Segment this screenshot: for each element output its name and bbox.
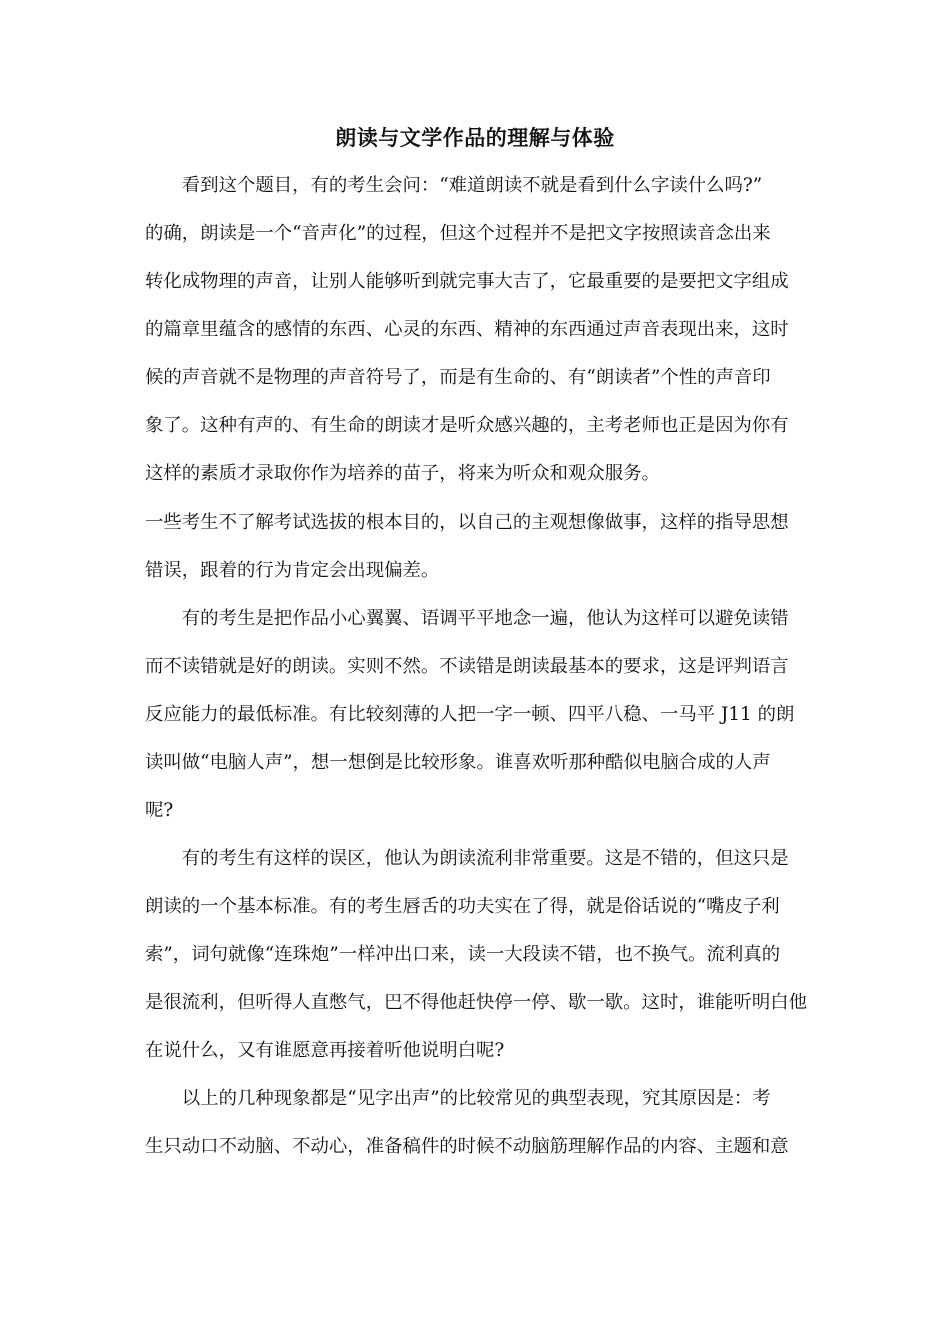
text-line: 以上的几种现象都是“见字出声”的比较常见的典型表现，究其原因是：考 [145,1088,771,1109]
text-line: 的确，朗读是一个“音声化”的过程，但这个过程并不是把文字按照读音念出来 [145,223,771,244]
text-line: 这样的素质才录取你作为培养的苗子，将来为听众和观众服务。 [145,463,660,484]
text-line: 有的考生有这样的误区，他认为朗读流利非常重要。这是不错的，但这只是 [145,848,789,869]
text-line: 索”，词句就像“连珠炮”一样冲出口来，读一大段读不错，也不换气。流利真的 [145,944,781,965]
text-line: 一些考生不了解考试选拔的根本目的，以自己的主观想像做事，这样的指导思想 [145,512,789,533]
text-line: 有的考生是把作品小心翼翼、语调平平地念一遍，他认为这样可以避免读错 [145,608,789,629]
document-title: 朗读与文学作品的理解与体验 [335,126,615,150]
text-line: 转化成物理的声音，让别人能够听到就完事大吉了，它最重要的是要把文字组成 [145,271,789,292]
text-line: 朗读的一个基本标准。有的考生唇舌的功夫实在了得，就是俗话说的“嘴皮子利 [145,896,780,917]
text-line: 象了。这种有声的、有生命的朗读才是听众感兴趣的，主考老师也正是因为你有 [145,415,789,436]
text-line: 的篇章里蕴含的感情的东西、心灵的东西、精神的东西通过声音表现出来，这时 [145,319,789,340]
text-line: 而不读错就是好的朗读。实则不然。不读错是朗读最基本的要求，这是评判语言 [145,656,789,677]
text-line: 是很流利，但听得人直憋气，巴不得他赶快停一停、歇一歇。这时，谁能听明白他 [145,992,808,1013]
text-line: 错误，跟着的行为肯定会出现偏差。 [145,560,440,581]
text-line: 看到这个题目，有的考生会问：“难道朗读不就是看到什么字读什么吗?” [145,175,763,196]
text-line: 呢? [145,800,174,821]
text-line: 读叫做“电脑人声”，想一想倒是比较形象。谁喜欢听那种酷似电脑合成的人声 [145,752,771,773]
text-line: 反应能力的最低标准。有比较刻薄的人把一字一顿、四平八稳、一马平 J11 的朗 [145,704,795,725]
text-line: 候的声音就不是物理的声音符号了，而是有生命的、有“朗读者”个性的声音印 [145,367,771,388]
text-line: 生只动口不动脑、不动心，准备稿件的时候不动脑筋理解作品的内容、主题和意 [145,1136,789,1157]
text-line: 在说什么，又有谁愿意再接着听他说明白呢? [145,1040,505,1061]
